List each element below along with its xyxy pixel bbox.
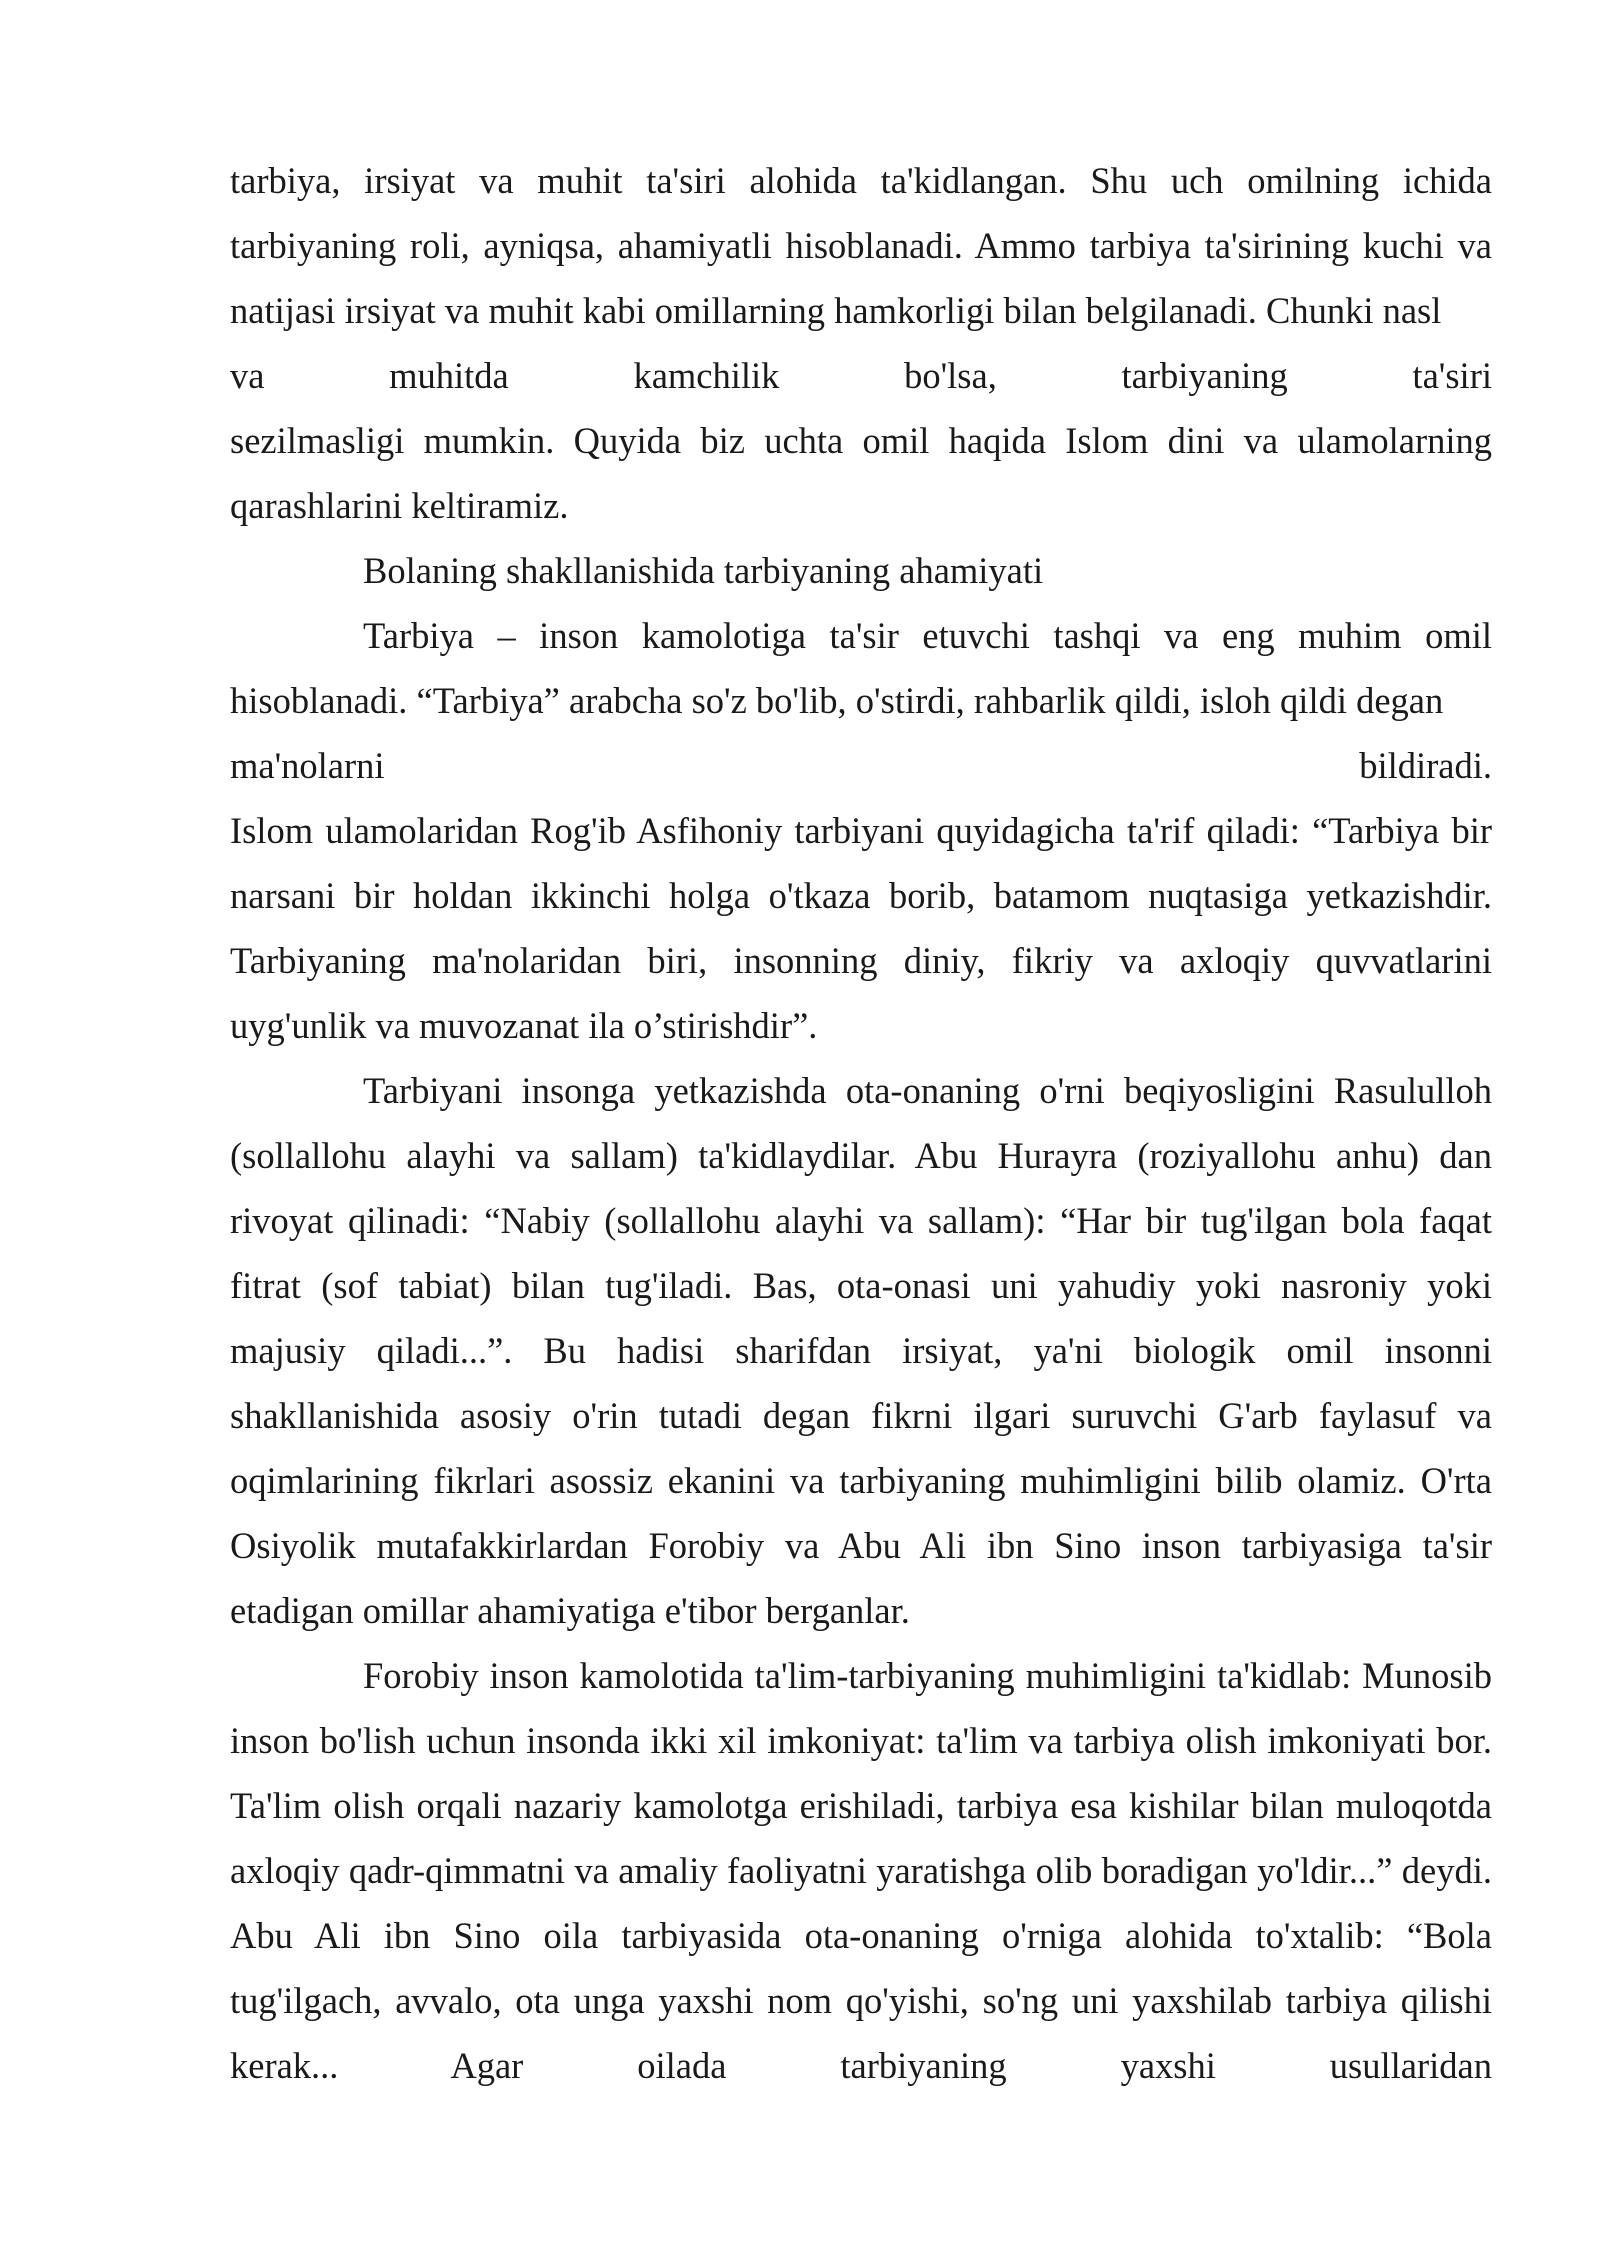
paragraph-2-part-1: Tarbiya – inson kamolotiga ta'sir etuvchi tashqi va eng muhim omil hisoblanadi. “Tarbiya” arabcha so'z bo'lib, o'stirdi, rahbarlik qildi, isloh qildi degan <box>230 615 1492 721</box>
paragraph-2-part-2: Islom ulamolaridan Rog'ib Asfihoniy tarbiyani quyidagicha ta'rif qiladi: “Tarbiya bir narsani bir holdan ikkinchi holga o'tkaza borib, batamom nuqtasiga yetkazishdir. Tarbiyaning ma'nolaridan biri, insonning diniy, fikriy va axloqiy quvvatlarini uyg'unlik va muvozanat ila o’stirishdir”. <box>230 810 1492 1046</box>
paragraph-3: Tarbiyani insonga yetkazishda ota-onaning o'rni beqiyosligini Rasululloh (sollallohu alayhi va sallam) ta'kidlaydilar. Abu Hurayra (roziyallohu anhu) dan rivoyat qilinadi: “Nabiy (sollallohu alayhi va sallam): “Har bir tug'ilgan bola faqat fitrat (sof tabiat) bilan tug'iladi. Bas, ota-onasi uni yahudiy yoki nasroniy yoki majusiy qiladi...”. Bu hadisi sharifdan irsiyat, ya'ni biologik omil insonni shakllanishida asosiy o'rin tutadi degan fikrni ilgari suruvchi G'arb faylasuf va oqimlarining fikrlari asossiz ekanini va tarbiyaning muhimligini bilib olamiz. O'rta Osiyolik mutafakkirlardan Forobiy va Abu Ali ibn Sino inson tarbiyasiga ta'sir etadigan omillar ahamiyatiga e'tibor berganlar. <box>230 1070 1492 1631</box>
paragraph-1-part-2: sezilmasligi mumkin. Quyida biz uchta omil haqida Islom dini va ulamolarning qarashlarini keltiramiz. <box>230 420 1492 526</box>
paragraph-2-spread-line: ma'nolarni bildiradi. <box>230 745 1492 786</box>
paragraph-1-part-1: tarbiya, irsiyat va muhit ta'siri alohida ta'kidlangan. Shu uch omilning ichida tarbiyaning roli, ayniqsa, ahamiyatli hisoblanadi. Ammo tarbiya ta'sirining kuchi va natijasi irsiyat va muhit kabi omillarning hamkorligi bilan belgilanadi. Chunki nasl <box>230 160 1492 331</box>
document-body <box>230 148 1492 2098</box>
paragraph-4: Forobiy inson kamolotida ta'lim-tarbiyaning muhimligini ta'kidlab: Munosib inson bo'lish uchun insonda ikki xil imkoniyat: ta'lim va tarbiya olish imkoniyati bor. Ta'lim olish orqali nazariy kamolotga erishiladi, tarbiya esa kishilar bilan muloqotda axloqiy qadr-qimmatni va amaliy faoliyatni yaratishga olib boradigan yo'ldir...” deydi. Abu Ali ibn Sino oila tarbiyasida ota-onaning o'rniga alohida to'xtalib: “Bola tug'ilgach, avvalo, ota unga yaxshi nom qo'yishi, so'ng uni yaxshilab tarbiya qilishi kerak... Agar oilada tarbiyaning yaxshi usullaridan <box>230 1655 1492 2086</box>
paragraph-1-spread-line: va muhitda kamchilik bo'lsa, tarbiyaning ta'siri <box>230 355 1492 396</box>
section-heading: Bolaning shakllanishida tarbiyaning ahamiyati <box>363 550 1044 591</box>
